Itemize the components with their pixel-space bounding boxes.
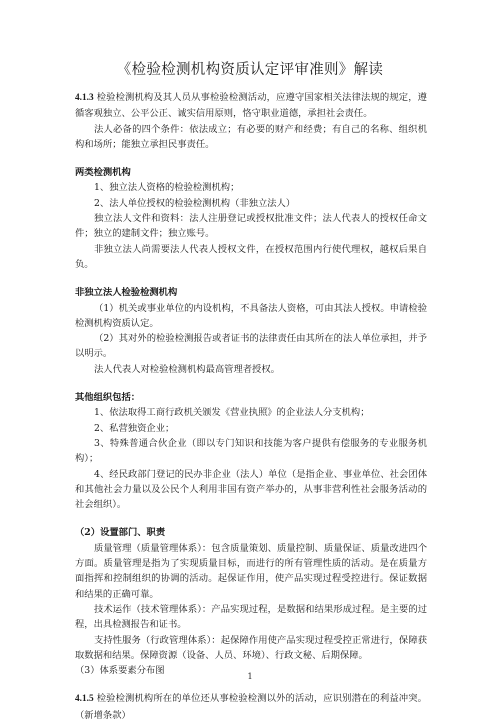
paragraph: 法人代表人对检验检测机构最高管理者授权。 xyxy=(94,363,280,375)
clause-number: 4.1.5 xyxy=(75,694,94,705)
list-item: 2、法人单位授权的检验检测机构（非独立法人） xyxy=(94,197,296,209)
clause-4-1-3 xyxy=(75,90,427,122)
section-heading-non-independent: 非独立法人检验检测机构 xyxy=(75,287,178,299)
paragraph: （2）其对外的检验检测报告或者证书的法律责任由其所在的法人单位承担，并予以明示。 xyxy=(75,333,427,360)
section-heading-departments: （2）设置部门、职责 xyxy=(75,527,166,539)
document-title: 《检验检测机构资质认定评审准则》解读 xyxy=(116,62,384,78)
paragraph: 质量管理（质量管理体系）：包含质量策划、质量控制、质量保证、质量改进四个方面。质量管理是指为了实现质量目标，而进行的所有管理性质的活动。是在质量方面指挥和控制组织的协调的活动。起保证作用，使产品实现过程受控进行。保证数据和结果的正确可靠。 xyxy=(75,542,427,600)
paragraph: 支持性服务（行政管理体系）：起保障作用使产品实现过程受控正常进行，保障获取数据和结果。保障资源（设备、人员、环境）、行政文秘、后期保障。 xyxy=(75,634,427,661)
clause-number: 4.1.3 xyxy=(75,93,94,103)
clause-4-1-5 xyxy=(75,691,427,723)
paragraph: 技术运作（技术管理体系）：产品实现过程，是数据和结果形成过程。是主要的过程，出具检测报告和证书。 xyxy=(75,603,427,631)
paragraph: （1）机关或事业单位的内设机构，不具备法人资格，可由其法人授权。申请检验检测机构资质认定。 xyxy=(75,302,427,329)
list-item: 2、私营独资企业； xyxy=(94,422,175,434)
document-body xyxy=(75,90,427,723)
paragraph: （3）体系要素分布图 xyxy=(75,665,165,677)
paragraph: 独立法人文件和资料：法人注册登记或授权批准文件；法人代表人的授权任命文件；独立的建制文件；独立账号。 xyxy=(75,213,427,240)
list-item: 1、独立法人资格的检验检测机构； xyxy=(94,182,240,194)
paragraph: 法人必备的四个条件：依法成立；有必要的财产和经费；有自己的名称、组织机构和场所；能独立承担民事责任。 xyxy=(75,123,427,150)
clause-text: 检验检测机构及其人员从事检验检测活动，应遵守国家相关法律法规的规定，遵循客观独立、公平公正、诚实信用原则，恪守职业道德，承担社会责任。 xyxy=(75,92,427,120)
page-number: 1 xyxy=(247,672,253,681)
list-item: 4、经民政部门登记的民办非企业（法人）单位（是指企业、事业单位、社会团体和其他社会力量以及公民个人利用非国有资产举办的，从事非营利性社会服务活动的社会组织）。 xyxy=(75,468,427,511)
list-item: 1、依法取得工商行政机关颁发《营业执照》的企业法人分支机构； xyxy=(94,407,370,419)
paragraph: 非独立法人尚需要法人代表人授权文件，在授权范围内行使代理权，越权后果自负。 xyxy=(75,243,427,270)
list-item: 3、特殊普通合伙企业（即以专门知识和技能为客户提供有偿服务的专业服务机构）； xyxy=(75,437,427,465)
clause-text: 检验检测机构所在的单位还从事检验检测以外的活动，应识别潜在的利益冲突。（新增条款） xyxy=(75,693,427,721)
section-heading-two-types: 两类检测机构 xyxy=(75,167,131,179)
section-heading-other-orgs: 其他组织包括： xyxy=(75,392,141,404)
